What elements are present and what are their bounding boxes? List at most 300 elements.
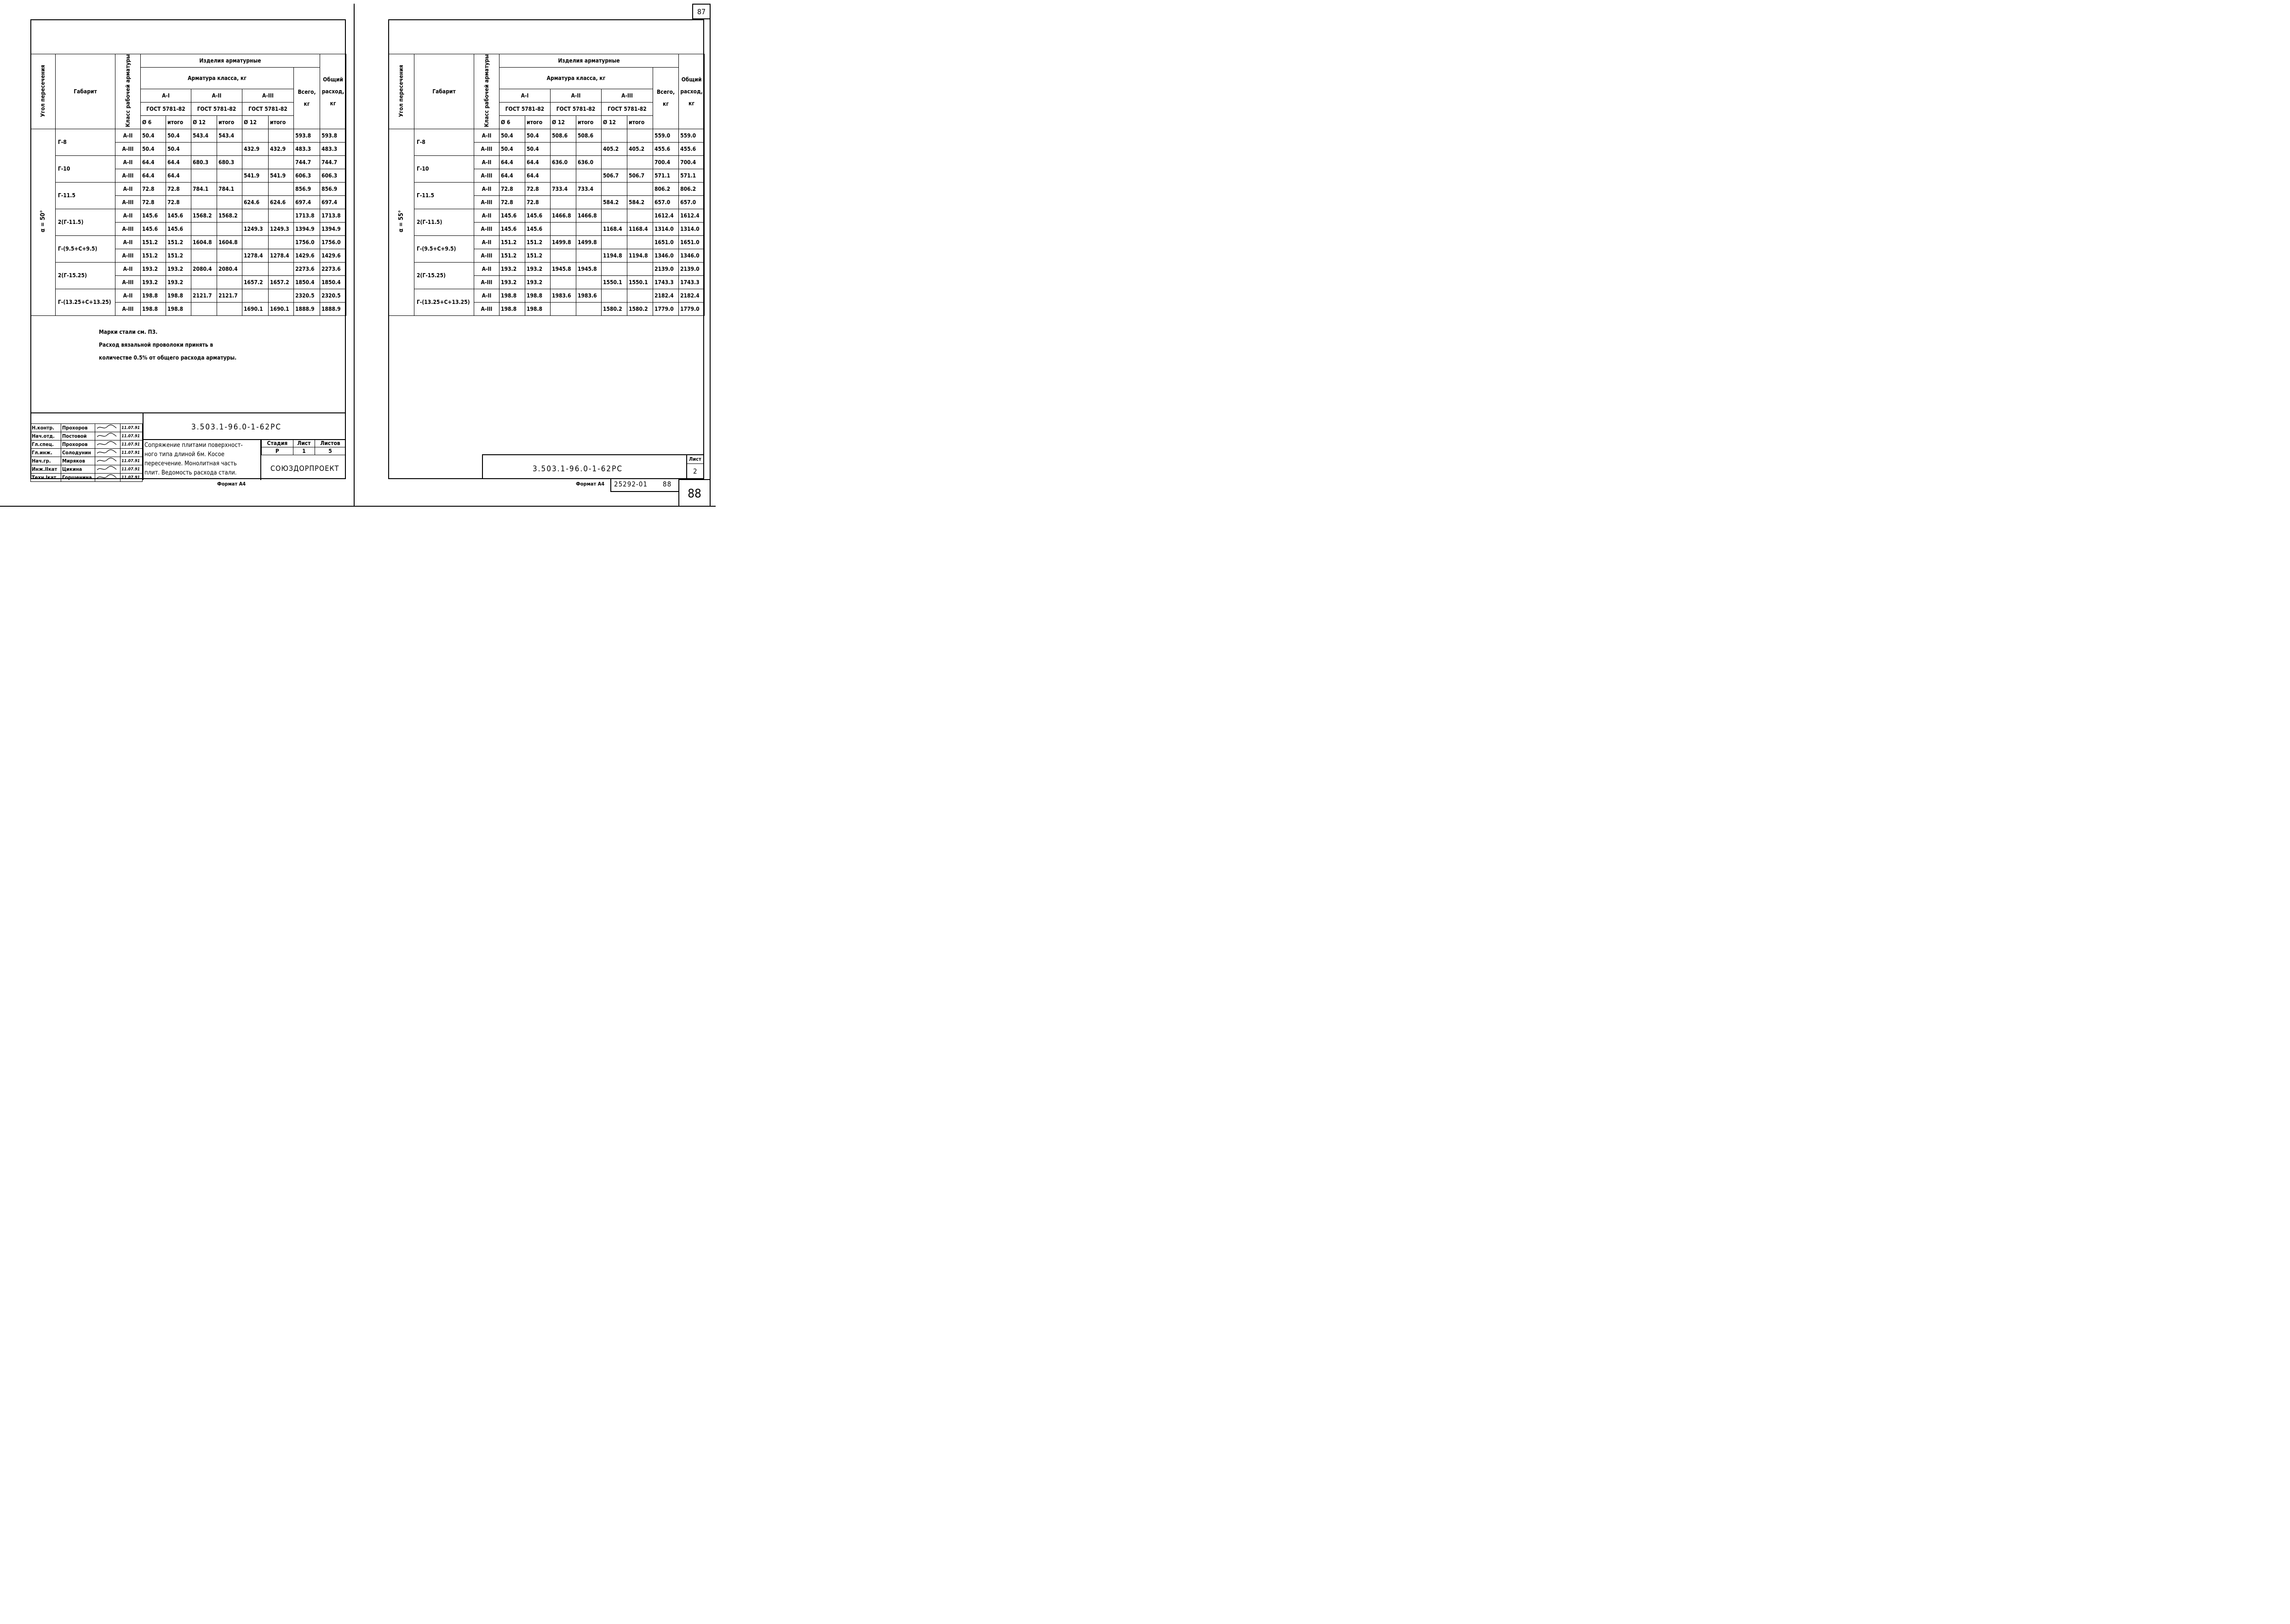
signature-name: Прохоров — [61, 424, 95, 432]
value-cell: 1651.0 — [679, 235, 705, 249]
value-cell: 1690.1 — [242, 302, 269, 315]
class-cell: А-II — [115, 235, 141, 249]
col-header-gost-a1: ГОСТ 5781-82 — [141, 102, 191, 115]
right-sheet-number: 2 — [693, 467, 697, 475]
signature-role: Гл.инж. — [31, 449, 61, 457]
value-cell: 593.8 — [320, 129, 346, 142]
class-cell: А-III — [474, 169, 499, 182]
value-cell — [191, 249, 217, 262]
value-cell: 593.8 — [294, 129, 320, 142]
stage-header: Стадия — [262, 440, 293, 447]
value-cell: 1550.1 — [627, 275, 653, 289]
value-cell — [602, 235, 627, 249]
value-cell — [217, 275, 242, 289]
class-cell: А-III — [115, 169, 141, 182]
right-sheet-label: Лист — [689, 456, 701, 462]
value-cell: 806.2 — [653, 182, 679, 195]
drawing-code: 3.503.1-96.0-1-62РС — [191, 423, 282, 432]
inventory-number: 25292-01 — [614, 480, 648, 488]
value-cell: 455.6 — [679, 142, 705, 155]
value-cell: 1743.3 — [679, 275, 705, 289]
gabarit-cell: Г-8 — [56, 129, 115, 155]
col-header-itogo: итого — [525, 115, 551, 129]
value-cell: 198.8 — [166, 289, 191, 302]
value-cell — [602, 262, 627, 275]
value-cell: 697.4 — [294, 195, 320, 209]
gabarit-cell: 2(Г-11.5) — [414, 209, 474, 235]
value-cell — [551, 169, 576, 182]
value-cell: 680.3 — [191, 155, 217, 169]
class-cell: А-II — [115, 155, 141, 169]
value-cell: 198.8 — [141, 302, 166, 315]
signature-role: Гл.спец. — [31, 440, 61, 449]
value-cell: 64.4 — [166, 155, 191, 169]
value-cell: 541.9 — [269, 169, 294, 182]
signature-mark — [95, 432, 121, 440]
value-cell: 680.3 — [217, 155, 242, 169]
bottom-page-number: 88 — [688, 487, 701, 501]
col-header-total: Всего, кг — [294, 68, 320, 129]
value-cell: 64.4 — [499, 155, 525, 169]
value-cell: 636.0 — [551, 155, 576, 169]
col-header-products: Изделия арматурные — [499, 54, 679, 68]
value-cell: 2139.0 — [679, 262, 705, 275]
value-cell: 145.6 — [141, 222, 166, 235]
value-cell: 1278.4 — [269, 249, 294, 262]
value-cell: 1651.0 — [653, 235, 679, 249]
value-cell: 1612.4 — [679, 209, 705, 222]
class-cell: А-II — [115, 209, 141, 222]
value-cell: 506.7 — [602, 169, 627, 182]
class-cell: А-III — [474, 222, 499, 235]
value-cell: 1249.3 — [269, 222, 294, 235]
value-cell: 543.4 — [191, 129, 217, 142]
class-cell: А-II — [115, 262, 141, 275]
signature-name: Постовой — [61, 432, 95, 440]
value-cell: 145.6 — [141, 209, 166, 222]
value-cell: 2121.7 — [191, 289, 217, 302]
col-header-gost-a2: ГОСТ 5781-82 — [191, 102, 242, 115]
table-row — [31, 182, 346, 195]
value-cell: 145.6 — [166, 209, 191, 222]
table-row — [31, 289, 346, 302]
value-cell: 151.2 — [525, 235, 551, 249]
value-cell — [576, 195, 602, 209]
value-cell — [242, 289, 269, 302]
value-cell: 1249.3 — [242, 222, 269, 235]
bottom-page-box — [678, 479, 711, 507]
value-cell — [551, 275, 576, 289]
value-cell: 1346.0 — [679, 249, 705, 262]
fold-line — [354, 4, 355, 507]
value-cell: 1466.8 — [576, 209, 602, 222]
value-cell — [602, 129, 627, 142]
table-row — [31, 262, 346, 275]
value-cell: 64.4 — [499, 169, 525, 182]
value-cell — [576, 169, 602, 182]
signature-role: Нач.гр. — [31, 457, 61, 465]
value-cell — [576, 249, 602, 262]
description-line-2: ного типа длиной 6м. Косое — [144, 451, 224, 458]
signature-scribble-icon — [96, 465, 117, 472]
col-header-general: Общий расход, кг — [679, 54, 705, 129]
value-cell: 559.0 — [653, 129, 679, 142]
value-cell: 72.8 — [525, 195, 551, 209]
value-cell — [551, 302, 576, 315]
value-cell: 506.7 — [627, 169, 653, 182]
value-cell: 624.6 — [269, 195, 294, 209]
value-cell: 455.6 — [653, 142, 679, 155]
signature-mark — [95, 424, 121, 432]
table-row — [389, 235, 705, 249]
col-header-itogo: итого — [627, 115, 653, 129]
col-header-a3: А-III — [242, 89, 294, 102]
value-cell: 1429.6 — [320, 249, 346, 262]
class-cell: А-II — [474, 262, 499, 275]
stage-table — [261, 439, 346, 455]
value-cell — [602, 155, 627, 169]
class-cell: А-II — [474, 289, 499, 302]
stage-value: Р — [262, 447, 293, 455]
value-cell: 405.2 — [602, 142, 627, 155]
value-cell — [242, 182, 269, 195]
table-row — [31, 209, 346, 222]
value-cell — [627, 155, 653, 169]
col-header-itogo: итого — [166, 115, 191, 129]
value-cell — [217, 222, 242, 235]
signature-role: Нач.отд. — [31, 432, 61, 440]
value-cell: 1466.8 — [551, 209, 576, 222]
value-cell: 1568.2 — [217, 209, 242, 222]
value-cell: 1657.2 — [269, 275, 294, 289]
value-cell: 806.2 — [679, 182, 705, 195]
signature-row — [31, 424, 143, 432]
class-cell: А-III — [115, 195, 141, 209]
signature-role: Н.контр. — [31, 424, 61, 432]
class-cell: А-III — [474, 302, 499, 315]
value-cell: 198.8 — [525, 302, 551, 315]
value-cell — [551, 249, 576, 262]
value-cell: 151.2 — [141, 235, 166, 249]
note-line-3: количестве 0.5% от общего расхода арматуры. — [99, 355, 237, 361]
class-cell: А-III — [474, 275, 499, 289]
value-cell: 2182.4 — [679, 289, 705, 302]
value-cell: 1194.8 — [627, 249, 653, 262]
table-row — [31, 235, 346, 249]
signature-role: Техн.Iкат. — [31, 474, 61, 482]
value-cell: 508.6 — [576, 129, 602, 142]
signature-mark — [95, 457, 121, 465]
value-cell: 571.1 — [653, 169, 679, 182]
value-cell: 1568.2 — [191, 209, 217, 222]
value-cell: 1657.2 — [242, 275, 269, 289]
value-cell — [242, 235, 269, 249]
value-cell: 50.4 — [525, 129, 551, 142]
value-cell — [217, 142, 242, 155]
value-cell: 72.8 — [141, 182, 166, 195]
value-cell: 1779.0 — [653, 302, 679, 315]
value-cell — [576, 222, 602, 235]
note-line-2: Расход вязальной проволоки принять в — [99, 342, 213, 348]
value-cell — [217, 302, 242, 315]
sheet-header: Лист — [293, 440, 315, 447]
value-cell: 584.2 — [602, 195, 627, 209]
value-cell: 145.6 — [499, 209, 525, 222]
value-cell: 64.4 — [141, 155, 166, 169]
sheet-value: 1 — [293, 447, 315, 455]
col-header-angle: Угол пересечения — [389, 54, 414, 129]
value-cell — [191, 142, 217, 155]
signature-date: 11.07.91 — [121, 465, 143, 474]
col-header-gost-a1: ГОСТ 5781-82 — [499, 102, 551, 115]
col-header-a2: А-II — [191, 89, 242, 102]
value-cell: 151.2 — [525, 249, 551, 262]
class-cell: А-III — [115, 275, 141, 289]
value-cell: 700.4 — [653, 155, 679, 169]
value-cell: 697.4 — [320, 195, 346, 209]
col-header-d12: Ø 12 — [191, 115, 217, 129]
value-cell: 657.0 — [653, 195, 679, 209]
value-cell: 1394.9 — [320, 222, 346, 235]
table-row — [389, 262, 705, 275]
description-line-3: пересечение. Монолитная часть — [144, 460, 237, 467]
gabarit-cell: Г-10 — [414, 155, 474, 182]
signature-row — [31, 440, 143, 449]
value-cell — [627, 235, 653, 249]
value-cell: 50.4 — [166, 142, 191, 155]
col-header-armature: Арматура класса, кг — [141, 68, 294, 89]
value-cell: 784.1 — [217, 182, 242, 195]
value-cell: 193.2 — [525, 262, 551, 275]
col-header-total: Всего, кг — [653, 68, 679, 129]
value-cell: 2139.0 — [653, 262, 679, 275]
angle-cell: α = 55° — [389, 129, 414, 315]
col-header-itogo: итого — [217, 115, 242, 129]
col-header-angle: Угол пересечения — [31, 54, 56, 129]
value-cell: 64.4 — [525, 169, 551, 182]
value-cell: 405.2 — [627, 142, 653, 155]
right-edge-line — [710, 18, 711, 507]
signature-row — [31, 449, 143, 457]
signature-date: 11.07.91 — [121, 440, 143, 449]
value-cell — [602, 289, 627, 302]
value-cell: 64.4 — [141, 169, 166, 182]
value-cell: 1983.6 — [551, 289, 576, 302]
value-cell: 657.0 — [679, 195, 705, 209]
value-cell — [269, 209, 294, 222]
value-cell — [191, 169, 217, 182]
right-title-block — [482, 454, 704, 479]
value-cell: 151.2 — [499, 235, 525, 249]
value-cell: 784.1 — [191, 182, 217, 195]
class-cell: А-II — [115, 129, 141, 142]
value-cell — [269, 235, 294, 249]
value-cell: 1278.4 — [242, 249, 269, 262]
value-cell — [551, 142, 576, 155]
value-cell: 1690.1 — [269, 302, 294, 315]
value-cell: 1394.9 — [294, 222, 320, 235]
signature-scribble-icon — [96, 432, 117, 439]
value-cell: 1945.8 — [576, 262, 602, 275]
signature-mark — [95, 440, 121, 449]
signature-date: 11.07.91 — [121, 424, 143, 432]
value-cell: 636.0 — [576, 155, 602, 169]
value-cell: 193.2 — [166, 275, 191, 289]
value-cell: 606.3 — [320, 169, 346, 182]
gabarit-cell: Г-(9.5+С+9.5) — [414, 235, 474, 262]
value-cell — [242, 209, 269, 222]
value-cell: 1713.8 — [320, 209, 346, 222]
value-cell: 1550.1 — [602, 275, 627, 289]
signature-date: 11.07.91 — [121, 432, 143, 440]
angle-cell: α = 50° — [31, 129, 56, 315]
value-cell: 72.8 — [166, 182, 191, 195]
value-cell: 151.2 — [166, 235, 191, 249]
gabarit-cell: Г-(9.5+С+9.5) — [56, 235, 115, 262]
value-cell: 1580.2 — [627, 302, 653, 315]
value-cell — [576, 142, 602, 155]
organization: СОЮЗДОРПРОЕКТ — [270, 464, 339, 473]
table-row — [389, 289, 705, 302]
value-cell: 733.4 — [551, 182, 576, 195]
sheets-value: 5 — [315, 447, 346, 455]
class-cell: А-III — [115, 302, 141, 315]
right-sheet-label-line — [686, 463, 704, 464]
value-cell: 72.8 — [499, 182, 525, 195]
class-cell: А-III — [474, 249, 499, 262]
col-header-d12: Ø 12 — [602, 115, 627, 129]
value-cell: 856.9 — [294, 182, 320, 195]
value-cell: 151.2 — [499, 249, 525, 262]
value-cell: 1194.8 — [602, 249, 627, 262]
gabarit-cell: Г-(13.25+С+13.25) — [56, 289, 115, 315]
value-cell: 1604.8 — [191, 235, 217, 249]
value-cell: 1888.9 — [294, 302, 320, 315]
value-cell — [217, 249, 242, 262]
value-cell: 432.9 — [242, 142, 269, 155]
value-cell: 1168.4 — [602, 222, 627, 235]
value-cell — [627, 182, 653, 195]
col-header-class: Класс рабочей арматуры — [115, 54, 141, 129]
value-cell — [627, 129, 653, 142]
class-cell: А-III — [474, 195, 499, 209]
notes — [99, 329, 236, 367]
gabarit-cell: 2(Г-15.25) — [414, 262, 474, 289]
signature-name: Прохоров — [61, 440, 95, 449]
right-steel-table — [388, 54, 705, 316]
col-header-general: Общий расход, кг — [320, 54, 346, 129]
col-header-armature: Арматура класса, кг — [499, 68, 653, 89]
value-cell: 145.6 — [499, 222, 525, 235]
value-cell: 50.4 — [141, 129, 166, 142]
col-header-a2: А-II — [551, 89, 602, 102]
col-header-itogo: итого — [576, 115, 602, 129]
value-cell: 856.9 — [320, 182, 346, 195]
value-cell: 606.3 — [294, 169, 320, 182]
value-cell: 72.8 — [166, 195, 191, 209]
signature-name: Солодунин — [61, 449, 95, 457]
value-cell: 193.2 — [141, 275, 166, 289]
class-cell: А-III — [115, 222, 141, 235]
right-format-label: Формат А4 — [576, 481, 605, 487]
signature-row — [31, 432, 143, 440]
value-cell: 559.0 — [679, 129, 705, 142]
class-cell: А-II — [115, 182, 141, 195]
drawing-description — [144, 441, 243, 478]
class-cell: А-III — [115, 249, 141, 262]
table-row — [389, 182, 705, 195]
value-cell: 1612.4 — [653, 209, 679, 222]
class-cell: А-II — [474, 209, 499, 222]
value-cell: 1850.4 — [294, 275, 320, 289]
value-cell: 2080.4 — [191, 262, 217, 275]
value-cell: 1983.6 — [576, 289, 602, 302]
value-cell: 1888.9 — [320, 302, 346, 315]
signature-date: 11.07.91 — [121, 474, 143, 482]
value-cell — [191, 275, 217, 289]
gabarit-cell: Г-11.5 — [56, 182, 115, 209]
signature-scribble-icon — [96, 449, 117, 455]
col-header-gabarit: Габарит — [414, 54, 474, 129]
signature-scribble-icon — [96, 457, 117, 463]
left-steel-table — [30, 54, 346, 316]
col-header-products: Изделия арматурные — [141, 54, 320, 68]
class-cell: А-II — [474, 182, 499, 195]
value-cell: 193.2 — [141, 262, 166, 275]
value-cell: 1346.0 — [653, 249, 679, 262]
signature-scribble-icon — [96, 424, 117, 430]
value-cell: 2320.5 — [294, 289, 320, 302]
value-cell: 50.4 — [141, 142, 166, 155]
value-cell — [191, 222, 217, 235]
signature-date: 11.07.91 — [121, 449, 143, 457]
signature-row — [31, 457, 143, 465]
value-cell: 543.4 — [217, 129, 242, 142]
signature-table — [30, 423, 143, 482]
col-header-d12: Ø 12 — [242, 115, 269, 129]
signature-mark — [95, 474, 121, 482]
class-cell: А-III — [474, 142, 499, 155]
value-cell: 1314.0 — [653, 222, 679, 235]
class-cell: А-II — [115, 289, 141, 302]
note-line-1: Марки стали см. П3. — [99, 329, 158, 335]
value-cell: 2080.4 — [217, 262, 242, 275]
signature-scribble-icon — [96, 474, 117, 480]
col-header-gost-a3: ГОСТ 5781-82 — [242, 102, 294, 115]
value-cell: 64.4 — [166, 169, 191, 182]
col-header-itogo: итого — [269, 115, 294, 129]
value-cell: 1756.0 — [320, 235, 346, 249]
col-header-d6: Ø 6 — [141, 115, 166, 129]
right-sheet-divider — [686, 455, 687, 479]
value-cell: 145.6 — [525, 222, 551, 235]
col-header-a1: А-I — [499, 89, 551, 102]
signature-name: Цикина — [61, 465, 95, 474]
value-cell: 541.9 — [242, 169, 269, 182]
col-header-a1: А-I — [141, 89, 191, 102]
value-cell: 2182.4 — [653, 289, 679, 302]
value-cell — [242, 129, 269, 142]
value-cell — [551, 222, 576, 235]
value-cell — [242, 262, 269, 275]
value-cell — [602, 182, 627, 195]
value-cell: 50.4 — [499, 129, 525, 142]
value-cell: 1779.0 — [679, 302, 705, 315]
title-block — [30, 412, 346, 480]
col-header-gost-a3: ГОСТ 5781-82 — [602, 102, 653, 115]
gabarit-cell: Г-8 — [414, 129, 474, 155]
value-cell: 72.8 — [499, 195, 525, 209]
